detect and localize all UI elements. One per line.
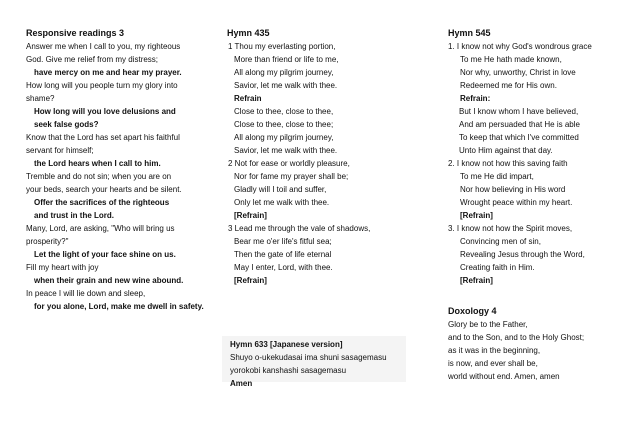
refrain-label: [Refrain] (460, 276, 493, 285)
hymn-title: Hymn 633 [Japanese version] (230, 340, 343, 349)
hymn-title: Hymn 435 (227, 28, 270, 38)
hymn-line: Creating faith in Him. (460, 263, 535, 272)
hymn-line: 2. I know not how this saving faith (448, 159, 568, 168)
reading-line: God. Give me relief from my distress; (26, 55, 159, 64)
refrain-label: [Refrain] (460, 211, 493, 220)
hymn-line: And am persuaded that He is able (459, 120, 580, 129)
hymn-line: 2 Not for ease or worldly pleasure, (228, 159, 350, 168)
refrain-label: Refrain (234, 94, 262, 103)
response-line: for you alone, Lord, make me dwell in safety. (34, 302, 204, 311)
doxology-line: as it was in the beginning, (448, 346, 541, 355)
hymn-line: Close to thee, close to thee; (234, 120, 334, 129)
amen-line: Amen (230, 379, 253, 388)
reading-line: shame? (26, 94, 55, 103)
hymn-line: But I know whom I have believed, (459, 107, 579, 116)
hymn-line: Redeemed me for His own. (460, 81, 557, 90)
reading-line: Fill my heart with joy (26, 263, 99, 272)
response-line: Offer the sacrifices of the righteous (34, 198, 170, 207)
reading-line: How long will you people turn my glory into (26, 81, 178, 90)
hymn-line: Nor for fame my prayer shall be; (234, 172, 349, 181)
hymn-line: Then the gate of life eternal (234, 250, 332, 259)
hymn-line: May I enter, Lord, with thee. (234, 263, 333, 272)
hymn-line: 1. I know not why God's wondrous grace (448, 42, 592, 51)
refrain-label: Refrain: (460, 94, 491, 103)
hymn-line: Only let me walk with thee. (234, 198, 330, 207)
hymn-line: Close to thee, close to thee, (234, 107, 334, 116)
hymn-line: Shuyo o-ukekudasai ima shuni sasagemasu (230, 353, 387, 362)
hymn-line: Savior, let me walk with thee. (234, 81, 338, 90)
response-line: have mercy on me and hear my prayer. (34, 68, 182, 77)
hymn-line: Wrought peace within my heart. (460, 198, 573, 207)
hymn-line: Convincing men of sin, (460, 237, 541, 246)
reading-line: your beds, search your hearts and be silent. (26, 185, 182, 194)
doxology-line: world without end. Amen, amen (448, 372, 560, 381)
doxology-line: Glory be to the Father, (448, 320, 528, 329)
refrain-label: [Refrain] (234, 276, 267, 285)
hymn-title: Hymn 545 (448, 28, 491, 38)
doxology-line: and to the Son, and to the Holy Ghost; (448, 333, 585, 342)
hymn-line: Unto Him against that day. (459, 146, 553, 155)
reading-line: Tremble and do not sin; when you are on (26, 172, 172, 181)
hymn-line: 3 Lead me through the vale of shadows, (228, 224, 371, 233)
hymn-line: To keep that which I've committed (459, 133, 579, 142)
hymn-line: To me He hath made known, (460, 55, 562, 64)
doxology-line: is now, and ever shall be, (448, 359, 538, 368)
hymn-line: Savior, let me walk with thee. (234, 146, 338, 155)
doxology-title: Doxology 4 (448, 306, 497, 316)
reading-line: Answer me when I call to you, my righteous (26, 42, 181, 51)
hymn-line: Nor how believing in His word (460, 185, 566, 194)
hymn-line: 3. I know not how the Spirit moves, (448, 224, 573, 233)
response-line: Let the light of your face shine on us. (34, 250, 176, 259)
hymn-line: Nor why, unworthy, Christ in love (460, 68, 576, 77)
reading-line: prosperity?" (26, 237, 69, 246)
reading-line: Know that the Lord has set apart his faithful (26, 133, 180, 142)
hymn-line: To me He did impart, (460, 172, 534, 181)
hymn-line: Gladly will I toil and suffer, (234, 185, 327, 194)
refrain-label: [Refrain] (234, 211, 267, 220)
reading-line: servant for himself; (26, 146, 94, 155)
hymn-line: yorokobi kanshashi sasagemasu (230, 366, 347, 375)
response-line: the Lord hears when I call to him. (34, 159, 161, 168)
response-line: when their grain and new wine abound. (34, 276, 184, 285)
hymn-line: All along my pilgrim journey, (234, 133, 334, 142)
hymn-line: 1 Thou my everlasting portion, (228, 42, 336, 51)
response-line: seek false gods? (34, 120, 99, 129)
hymn-line: Bear me o'er life's fitful sea; (234, 237, 332, 246)
reading-line: In peace I will lie down and sleep, (26, 289, 146, 298)
reading-line: Many, Lord, are asking, "Who will bring us (26, 224, 175, 233)
hymn-line: Revealing Jesus through the Word, (460, 250, 585, 259)
response-line: How long will you love delusions and (34, 107, 176, 116)
response-line: and trust in the Lord. (34, 211, 114, 220)
hymn-line: More than friend or life to me, (234, 55, 339, 64)
section-title: Responsive readings 3 (26, 28, 125, 38)
hymn-line: All along my pilgrim journey, (234, 68, 334, 77)
